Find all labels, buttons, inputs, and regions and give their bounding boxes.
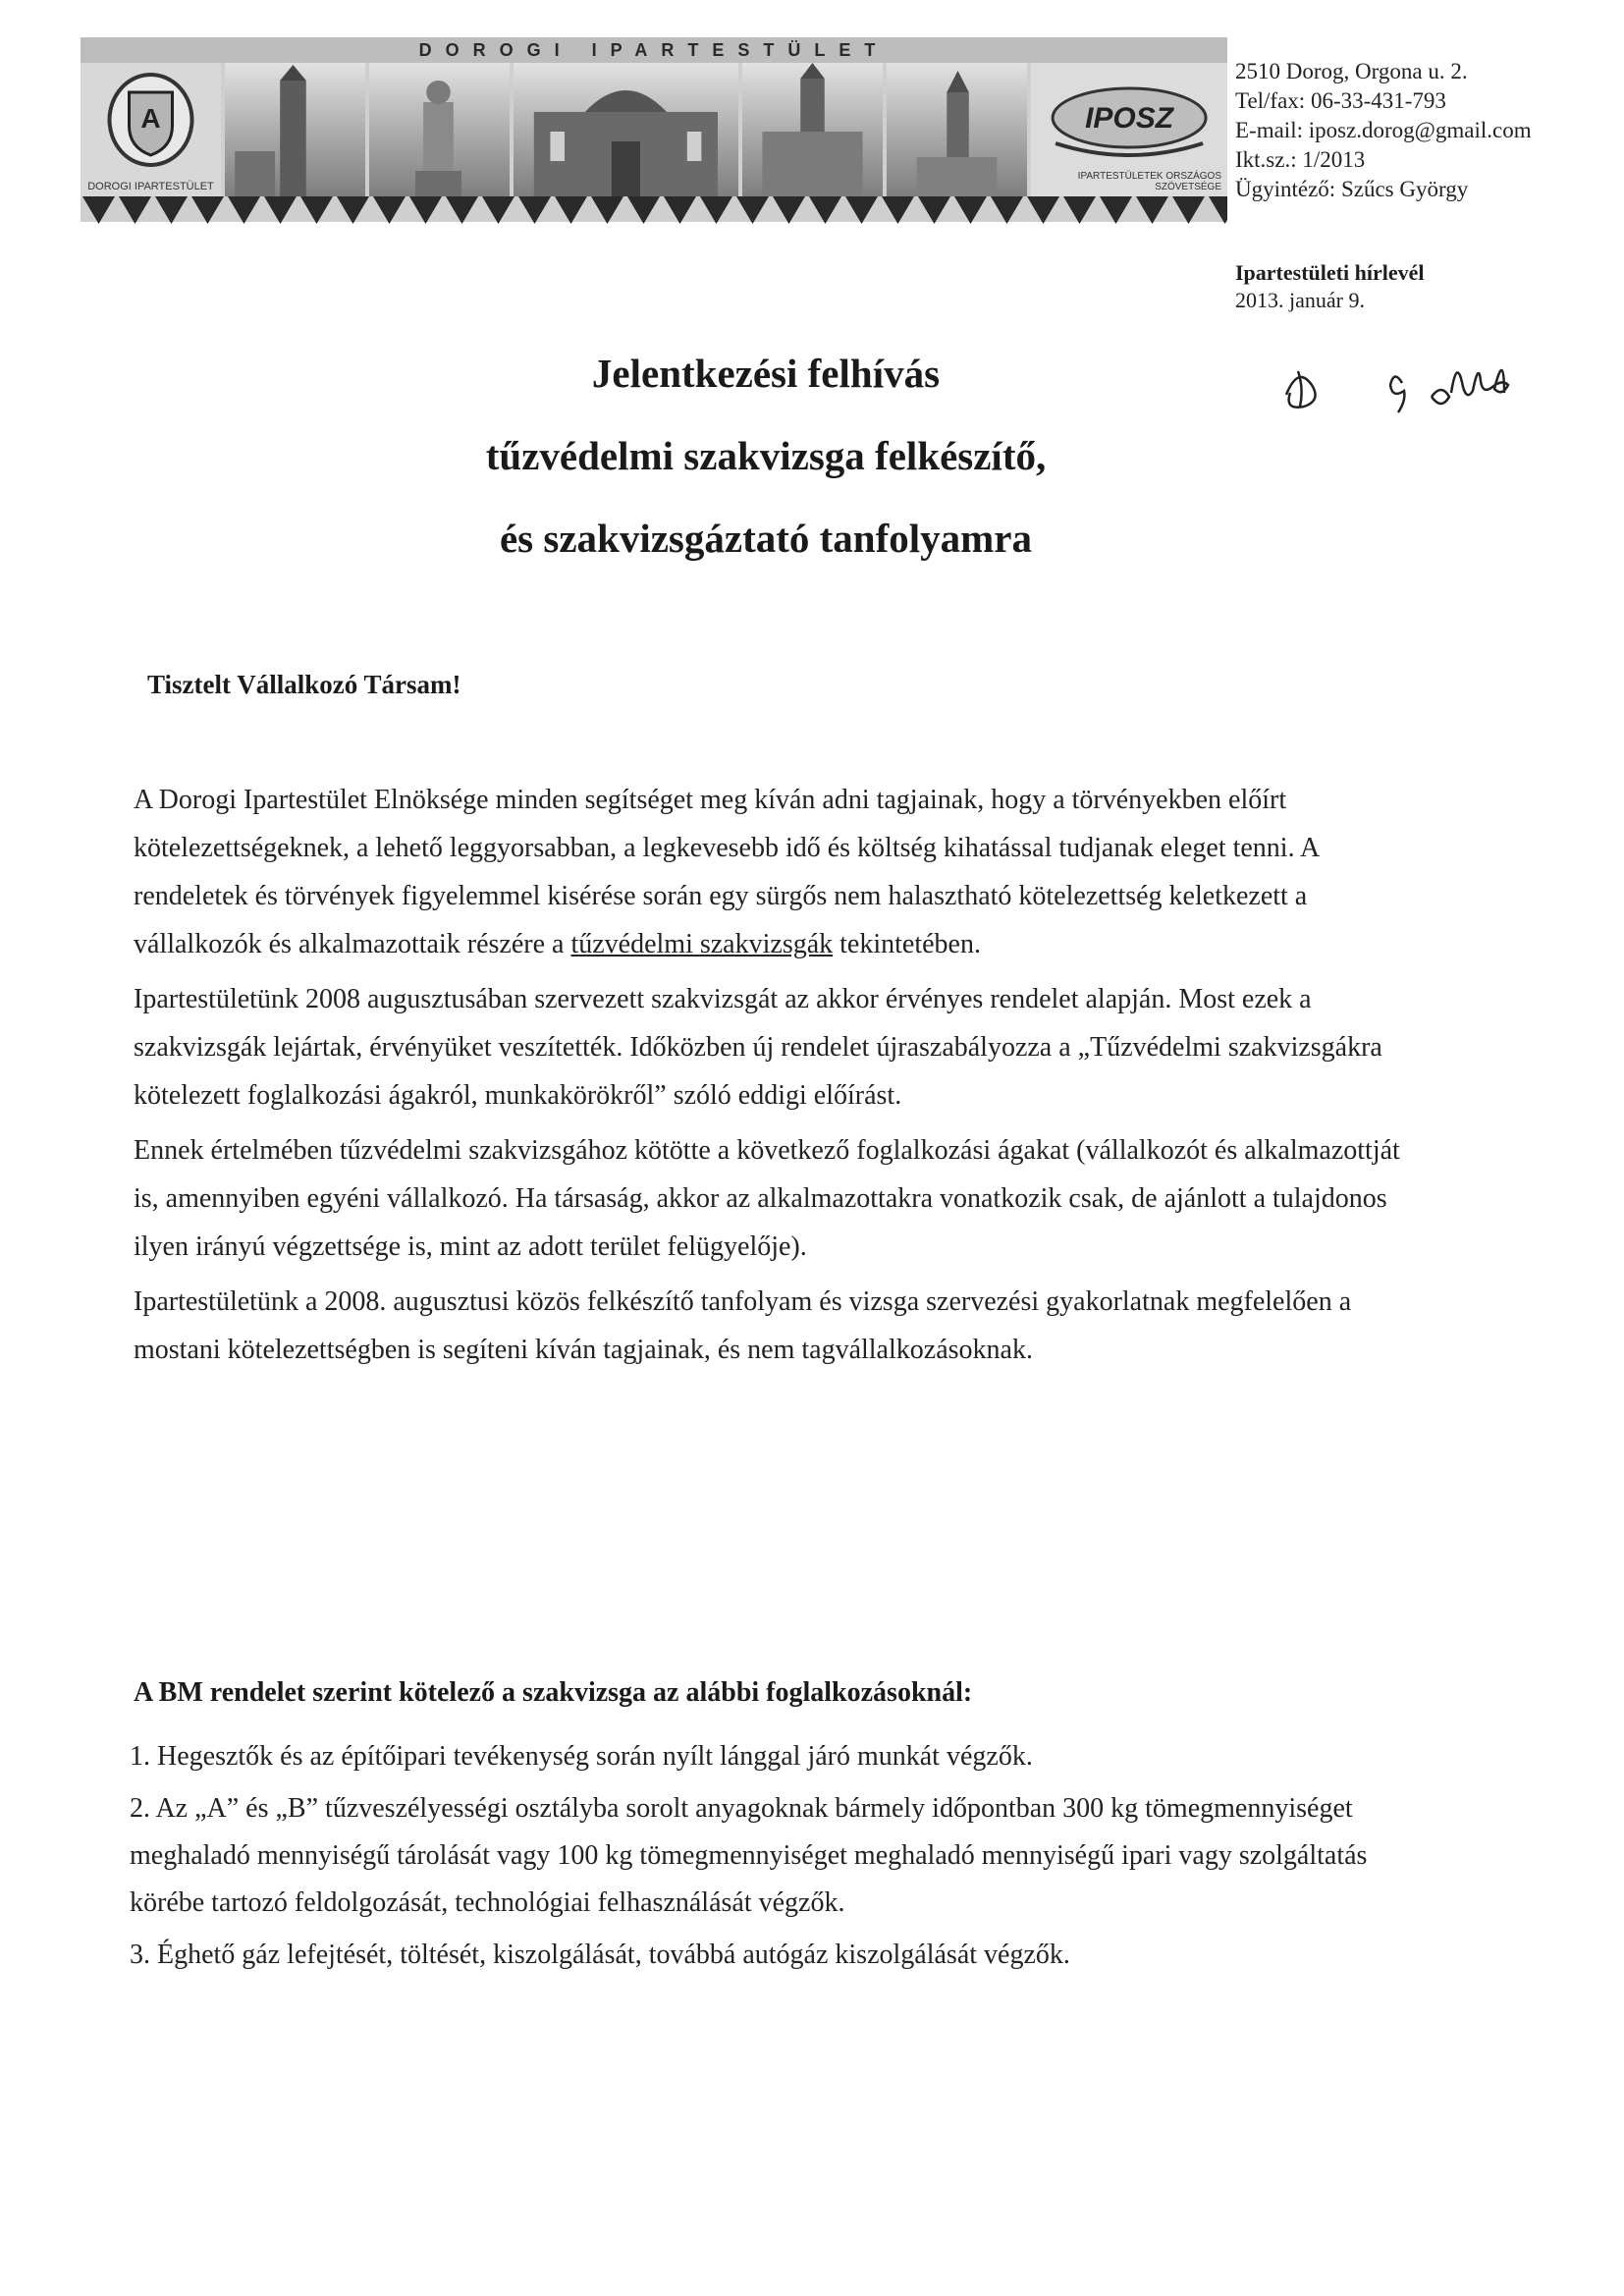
paragraph-1-text: A Dorogi Ipartestület Elnöksége minden segítséget meg kíván adni tagjainak, hogy a törvényekben előírt kötelezettségeknek, a lehető leggyorsabban, a legkevesebb idő és költség kihatással tudjanak eleget tenni. A rendeletek és törvények figyelemmel kisérése során egy sürgős nem halasztható kötelezettség keletkezett a vállalkozók és alkalmazottaik részére a — [134, 785, 1319, 959]
paragraph-3: Ennek értelmében tűzvédelmi szakvizsgához kötötte a következő foglalkozási ágakat (vállalkozót és alkalmazottját is, amennyiben egyéni vállalkozó. Ha társaság, akkor az alkalmazottakra vonatkozik csak, de ajánlott a tulajdonos ilyen irányú végzettsége is, mint az adott terület felügyelője). — [134, 1135, 1400, 1262]
list-item: 3. Éghető gáz lefejtését, töltését, kiszolgálását, továbbá autógáz kiszolgálását végzők. — [130, 1940, 1070, 1970]
contact-info — [1235, 57, 1608, 204]
banner-photo-hall — [514, 63, 738, 196]
newsletter-date: 2013. január 9. — [1235, 288, 1365, 312]
pennant-border — [81, 196, 1227, 226]
paragraph-1-end: tekintetében. — [839, 929, 981, 959]
iposz-caption: IPARTESTÜLETEK ORSZÁGOS SZÖVETSÉGE — [1077, 171, 1221, 192]
case-officer: Ügyintéző: Szűcs György — [1235, 177, 1469, 201]
letter-body — [134, 776, 1430, 1381]
iposz-logo — [1031, 63, 1227, 196]
letterhead-banner — [81, 37, 1227, 222]
title-line-2: tűzvédelmi szakvizsga felkészítő, — [485, 433, 1047, 478]
banner-photo-church — [742, 63, 883, 196]
occupation-list — [130, 1733, 1426, 1984]
underlined-term: tűzvédelmi szakvizsgák — [570, 929, 834, 959]
banner-photo-chapel — [887, 63, 1027, 196]
paragraph-4: Ipartestületünk a 2008. augusztusi közös felkészítő tanfolyam és vizsga szervezési gyakorlatnak megfelelően a mostani kötelezettségben is segíteni kíván tagjainak, és nem tagvállalkozásoknak. — [134, 1286, 1352, 1365]
hall-building-icon — [514, 63, 738, 196]
newsletter-title: Ipartestületi hírlevél — [1235, 260, 1425, 285]
list-heading: A BM rendelet szerint kötelező a szakvizsga az alábbi foglalkozásoknál: — [134, 1677, 973, 1708]
chapel-icon — [887, 63, 1027, 196]
banner-title: DOROGI IPARTESTÜLET — [81, 37, 1227, 63]
crest-caption: DOROGI IPARTESTÜLET — [87, 181, 214, 192]
document-title — [275, 332, 1257, 579]
monument-icon — [369, 63, 510, 196]
salutation: Tisztelt Vállalkozó Társam! — [147, 670, 461, 699]
iposz-logo-text: IPOSZ — [1084, 102, 1173, 135]
title-line-1: Jelentkezési felhívás — [591, 351, 941, 396]
list-item: 2. Az „A” és „B” tűzveszélyességi osztályba sorolt anyagoknak bármely időpontban 300 kg tömegmennyiséget meghaladó mennyiségű tárolását vagy 100 kg tömegmennyiséget meghaladó mennyiségű ipari vagy szolgáltatás körébe tartozó feldolgozását, technológiai felhasználását végzők. — [130, 1793, 1368, 1918]
banner-photo-tower — [225, 63, 365, 196]
file-number: Ikt.sz.: 1/2013 — [1235, 147, 1366, 172]
handwritten-annotation — [1276, 354, 1571, 422]
svg-text:A: A — [140, 103, 161, 134]
newsletter-info — [1235, 259, 1608, 314]
list-item: 1. Hegesztők és az építőipari tevékenység során nyílt lánggal járó munkát végzők. — [130, 1741, 1033, 1772]
church-icon — [742, 63, 883, 196]
title-line-3: és szakvizsgáztató tanfolyamra — [499, 516, 1032, 561]
paragraph-1 — [134, 776, 1430, 968]
tower-icon — [225, 63, 365, 196]
email[interactable]: E-mail: iposz.dorog@gmail.com — [1235, 118, 1532, 142]
address: 2510 Dorog, Orgona u. 2. — [1235, 59, 1468, 83]
paragraph-2: Ipartestületünk 2008 augusztusában szervezett szakvizsgát az akkor érvényes rendelet alapján. Most ezek a szakvizsgák lejártak, érvényüket veszítették. Időközben új rendelet újraszabályozza a „Tűzvédelmi szakvizsgákra kötelezett foglalkozási ágakról, munkakörökről” szóló eddigi előírást. — [134, 984, 1382, 1111]
town-crest — [81, 63, 221, 196]
banner-photo-row — [81, 63, 1227, 196]
tel-fax: Tel/fax: 06-33-431-793 — [1235, 88, 1446, 113]
crest-emblem-icon — [81, 63, 221, 196]
banner-photo-monument — [369, 63, 510, 196]
